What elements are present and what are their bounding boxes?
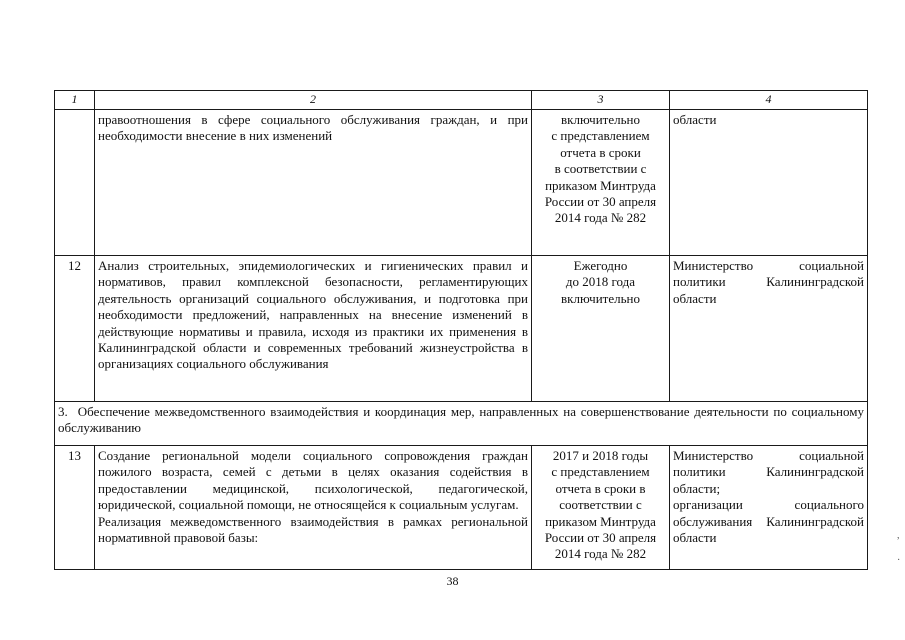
section-row [55,402,868,446]
term-line: включительно [561,290,640,306]
measure-text: Создание региональной модели социального сопровождения граждан пожилого возраста, семей с детьми в целях оказания содействия в предоставлении медицинской, психологической, педагогической, юридической, социальной помощи, не относящейся к социальным услугам. [98,448,528,513]
header-cell-4: 4 [670,91,868,110]
term-line: до 2018 года [565,274,636,290]
row-number: 12 [55,256,95,402]
term-line: приказом Минтруда [545,177,656,193]
term-line: России от 30 апреля [544,530,657,546]
term-line: с представлением [551,464,650,480]
responsible-cell: Министерство социальной политики Калининградской области [670,256,868,402]
header-cell-2: 2 [95,91,532,110]
section-heading [55,402,868,446]
plan-table [54,90,868,570]
responsible-organizations: организации социального обслуживания Калининградской области [673,497,864,546]
row-number: 13 [55,446,95,570]
responsible-cell [670,446,868,570]
term-line: 2014 года № 282 [554,210,647,226]
term-line: в соответствии с [554,161,647,177]
margin-mark: , [897,530,900,541]
responsible-ministry: Министерство социальной политики Калининградской области; [673,448,864,496]
table-row [55,256,868,402]
margin-mark: · [897,555,901,566]
section-title: Обеспечение межведомственного взаимодействия и координация мер, направленных на совершенствование деятельности по социальному обслуживанию [58,404,864,436]
table-row [55,110,868,256]
header-cell-1: 1 [55,91,95,110]
term-line: отчета в сроки [560,144,641,160]
term-line: 2014 года № 282 [554,546,647,562]
page-number: 38 [446,574,459,588]
measure-text-cell [95,446,532,570]
term-line: России от 30 апреля [544,194,657,210]
term-line: с представлением [551,128,650,144]
term-line: Ежегодно [573,258,628,273]
term-cell [532,256,670,402]
header-cell-3: 3 [532,91,670,110]
table-header-row [55,91,868,110]
row-number [55,110,95,256]
term-line: включительно [561,112,640,127]
measure-text-continued: Реализация межведомственного взаимодействия в рамках региональной нормативной правовой базы: [98,513,528,546]
term-line: 2017 и 2018 годы [552,448,649,463]
section-number: 3. [58,404,68,419]
term-line: отчета в сроки в [555,480,646,496]
term-line: приказом Минтруда [545,513,656,529]
table-row [55,446,868,570]
term-cell [532,446,670,570]
responsible-cell: области [670,110,868,256]
term-line: соответствии с [559,497,642,513]
term-cell [532,110,670,256]
measure-text: правоотношения в сфере социального обслуживания граждан, и при необходимости внесение в них изменений [95,110,532,256]
measure-text: Анализ строительных, эпидемиологических и гигиенических правил и нормативов, правил комплексной безопасности, регламентирующих деятельность организаций социального обслуживания, и подготовка при необходимости предложений, направленных на внесение изменений в действующие нормативы и правила, исходя из практики их применения в Калининградской области и современных требований жизнеустройства в организациях социального обслуживания [95,256,532,402]
